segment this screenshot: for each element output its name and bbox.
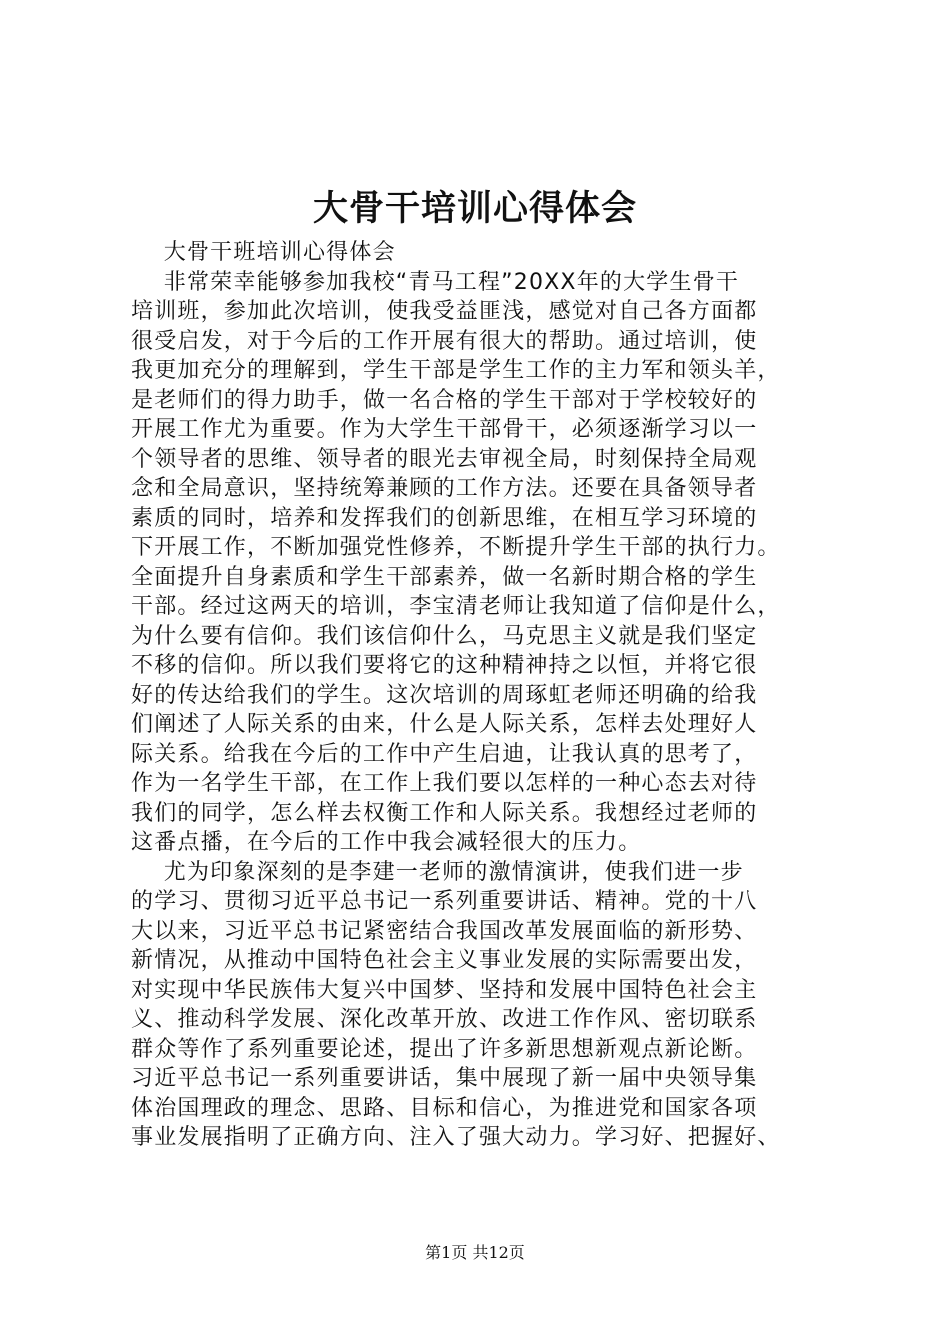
body-line: 下开展工作，不断加强党性修养，不断提升学生干部的执行力。 (131, 535, 781, 560)
body-line: 非常荣幸能够参加我校“青马工程”20XX年的大学生骨干 (131, 269, 740, 295)
body-line: 培训班，参加此次培训，使我受益匪浅，感觉对自己各方面都 (131, 299, 758, 324)
body-line: 际关系。给我在今后的工作中产生启迪，让我认真的思考了， (131, 741, 758, 767)
body-line: 新情况，从推动中国特色社会主义事业发展的实际需要出发， (131, 948, 758, 973)
body-line: 开展工作尤为重要。作为大学生干部骨干，必须逐渐学习以一 (131, 417, 758, 442)
body-line: 义、推动科学发展、深化改革开放、改进工作作风、密切联系 (131, 1007, 758, 1032)
body-line: 为什么要有信仰。我们该信仰什么，马克思主义就是我们坚定 (131, 623, 758, 649)
document-body (131, 238, 831, 1153)
body-line: 群众等作了系列重要论述，提出了许多新思想新观点新论断。 (131, 1036, 758, 1062)
body-line: 很受启发，对于今后的工作开展有很大的帮助。通过培训，使 (131, 328, 758, 354)
body-line: 个领导者的思维、领导者的眼光去审视全局，时刻保持全局观 (131, 446, 758, 472)
body-line: 大骨干班培训心得体会 (131, 240, 396, 265)
body-line: 是老师们的得力助手，做一名合格的学生干部对于学校较好的 (131, 387, 758, 413)
document-title: 大骨干培训心得体会 (312, 188, 637, 229)
body-line: 作为一名学生干部，在工作上我们要以怎样的一种心态去对待 (131, 771, 758, 796)
body-line: 事业发展指明了正确方向、注入了强大动力。学习好、把握好、 (131, 1125, 781, 1150)
body-line: 全面提升自身素质和学生干部素养，做一名新时期合格的学生 (131, 564, 758, 590)
page-footer: 第1页 共12页 (425, 1243, 525, 1262)
body-line: 素质的同时，培养和发挥我们的创新思维，在相互学习环境的 (131, 505, 758, 531)
body-line: 不移的信仰。所以我们要将它的这种精神持之以恒，并将它很 (131, 653, 758, 678)
body-line: 对实现中华民族伟大复兴中国梦、坚持和发展中国特色社会主 (131, 977, 758, 1003)
body-line: 我更加充分的理解到，学生干部是学生工作的主力军和领头羊， (131, 358, 781, 383)
body-line: 大以来，习近平总书记紧密结合我国改革发展面临的新形势、 (131, 918, 758, 944)
body-line: 这番点播，在今后的工作中我会减轻很大的压力。 (131, 830, 642, 855)
body-line: 习近平总书记一系列重要讲话，集中展现了新一届中央领导集 (131, 1066, 758, 1091)
body-line: 体治国理政的理念、思路、目标和信心，为推进党和国家各项 (131, 1095, 758, 1121)
body-line: 干部。经过这两天的培训，李宝清老师让我知道了信仰是什么， (131, 594, 781, 619)
body-line: 们阐述了人际关系的由来，什么是人际关系，怎样去处理好人 (131, 712, 758, 737)
body-line: 尤为印象深刻的是李建一老师的激情演讲，使我们进一步 (131, 859, 744, 885)
body-line: 我们的同学，怎么样去权衡工作和人际关系。我想经过老师的 (131, 800, 758, 826)
body-line: 念和全局意识，坚持统筹兼顾的工作方法。还要在具备领导者 (131, 476, 758, 501)
body-line: 的学习、贯彻习近平总书记一系列重要讲话、精神。党的十八 (131, 889, 758, 914)
body-line: 好的传达给我们的学生。这次培训的周琢虹老师还明确的给我 (131, 682, 758, 708)
